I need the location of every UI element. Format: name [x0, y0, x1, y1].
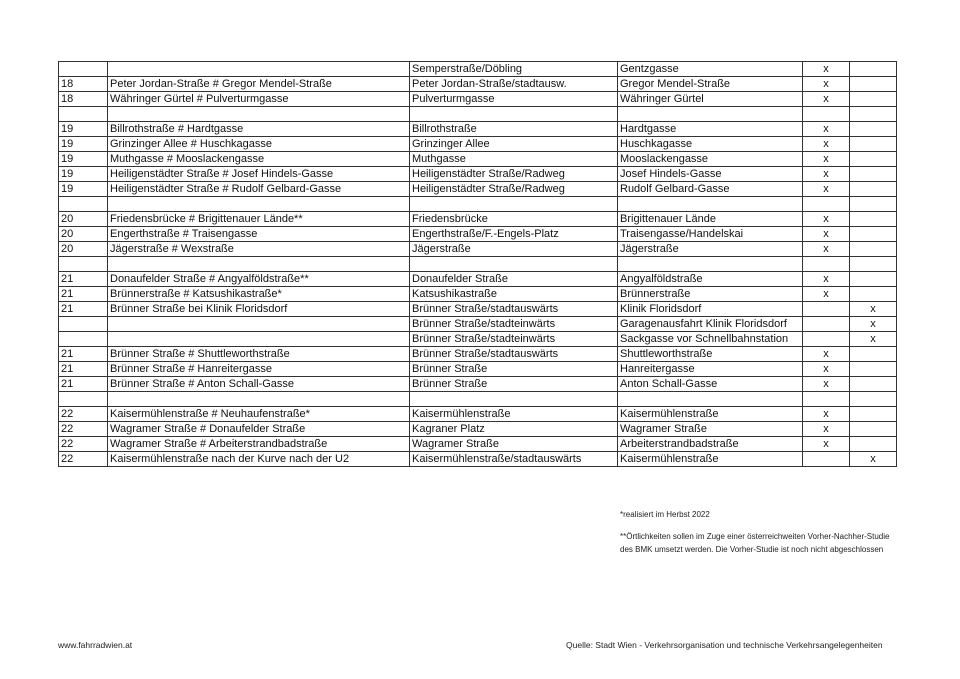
mark-col2-cell: [850, 212, 897, 227]
table-row: [59, 62, 897, 77]
mark-col2-cell: [850, 347, 897, 362]
mark-col1-cell: x: [803, 227, 850, 242]
mark-col2-cell: x: [850, 452, 897, 467]
table-row: [59, 257, 897, 272]
mark-col1-cell: [803, 257, 850, 272]
intersection-cell: Brünner Straße # Anton Schall-Gasse: [108, 377, 410, 392]
mark-col2-cell: [850, 377, 897, 392]
district-cell: 19: [59, 137, 108, 152]
street-cell: [410, 392, 618, 407]
cross-street-cell: Brünnerstraße: [618, 287, 803, 302]
cross-street-cell: Hanreitergasse: [618, 362, 803, 377]
table-row: [59, 212, 897, 227]
cross-street-cell: Traisengasse/Handelskai: [618, 227, 803, 242]
street-cell: Semperstraße/Döbling: [410, 62, 618, 77]
mark-col1-cell: x: [803, 422, 850, 437]
table-row: [59, 377, 897, 392]
cross-street-cell: Arbeiterstrandbadstraße: [618, 437, 803, 452]
district-cell: 18: [59, 77, 108, 92]
cross-street-cell: Shuttleworthstraße: [618, 347, 803, 362]
mark-col2-cell: [850, 182, 897, 197]
district-cell: 21: [59, 287, 108, 302]
street-cell: Brünner Straße/stadtauswärts: [410, 347, 618, 362]
cross-street-cell: [618, 197, 803, 212]
mark-col2-cell: [850, 392, 897, 407]
street-cell: [410, 257, 618, 272]
intersection-cell: Brünner Straße bei Klinik Floridsdorf: [108, 302, 410, 317]
cross-street-cell: Brigittenauer Lände: [618, 212, 803, 227]
intersection-cell: Friedensbrücke # Brigittenauer Lände**: [108, 212, 410, 227]
table-row: [59, 137, 897, 152]
mark-col1-cell: x: [803, 182, 850, 197]
intersection-cell: [108, 317, 410, 332]
cross-street-cell: Josef Hindels-Gasse: [618, 167, 803, 182]
mark-col1-cell: x: [803, 77, 850, 92]
district-cell: 21: [59, 347, 108, 362]
intersection-cell: Kaisermühlenstraße # Neuhaufenstraße*: [108, 407, 410, 422]
intersection-cell: Jägerstraße # Wexstraße: [108, 242, 410, 257]
mark-col1-cell: [803, 452, 850, 467]
district-cell: 21: [59, 362, 108, 377]
district-cell: 19: [59, 167, 108, 182]
district-cell: 19: [59, 182, 108, 197]
street-cell: Kagraner Platz: [410, 422, 618, 437]
mark-col1-cell: [803, 302, 850, 317]
mark-col1-cell: x: [803, 242, 850, 257]
cross-street-cell: Huschkagasse: [618, 137, 803, 152]
mark-col1-cell: [803, 317, 850, 332]
table-row: [59, 362, 897, 377]
intersection-cell: Heiligenstädter Straße # Rudolf Gelbard-Gasse: [108, 182, 410, 197]
cross-street-cell: [618, 257, 803, 272]
intersection-cell: Brünnerstraße # Katsushikastraße*: [108, 287, 410, 302]
intersection-cell: [108, 197, 410, 212]
mark-col1-cell: x: [803, 167, 850, 182]
mark-col2-cell: [850, 92, 897, 107]
table-row: [59, 332, 897, 347]
mark-col1-cell: x: [803, 212, 850, 227]
mark-col1-cell: x: [803, 62, 850, 77]
mark-col1-cell: x: [803, 362, 850, 377]
footnote-realized: *realisiert im Herbst 2022: [620, 510, 710, 519]
street-cell: Kaisermühlenstraße: [410, 407, 618, 422]
cross-street-cell: Hardtgasse: [618, 122, 803, 137]
street-cell: Donaufelder Straße: [410, 272, 618, 287]
mark-col2-cell: [850, 287, 897, 302]
district-cell: 21: [59, 302, 108, 317]
table-row: [59, 152, 897, 167]
intersection-cell: [108, 62, 410, 77]
mark-col2-cell: [850, 242, 897, 257]
district-cell: 21: [59, 377, 108, 392]
cross-street-cell: Wagramer Straße: [618, 422, 803, 437]
mark-col2-cell: [850, 362, 897, 377]
mark-col2-cell: [850, 77, 897, 92]
cross-street-cell: Sackgasse vor Schnellbahnstation: [618, 332, 803, 347]
source-note: Quelle: Stadt Wien - Verkehrsorganisation und technische Verkehrsangelegenheiten: [566, 640, 883, 650]
cross-street-cell: Angyalföldstraße: [618, 272, 803, 287]
street-cell: Brünner Straße/stadteinwärts: [410, 332, 618, 347]
intersection-cell: Währinger Gürtel # Pulverturmgasse: [108, 92, 410, 107]
table-row: [59, 437, 897, 452]
mark-col2-cell: [850, 107, 897, 122]
street-cell: Katsushikastraße: [410, 287, 618, 302]
intersection-cell: Muthgasse # Mooslackengasse: [108, 152, 410, 167]
district-cell: 20: [59, 242, 108, 257]
cross-street-cell: Rudolf Gelbard-Gasse: [618, 182, 803, 197]
district-cell: 19: [59, 152, 108, 167]
district-cell: [59, 392, 108, 407]
mark-col2-cell: [850, 167, 897, 182]
mark-col1-cell: [803, 107, 850, 122]
cross-street-cell: Kaisermühlenstraße: [618, 407, 803, 422]
mark-col1-cell: x: [803, 152, 850, 167]
table-row: [59, 122, 897, 137]
intersection-cell: Grinzinger Allee # Huschkagasse: [108, 137, 410, 152]
cross-street-cell: Gentzgasse: [618, 62, 803, 77]
mark-col1-cell: x: [803, 347, 850, 362]
mark-col2-cell: [850, 197, 897, 212]
footnote-study: **Örtlichkeiten sollen im Zuge einer österreichweiten Vorher-Nachher-Studie des BMK umsetzt werden. Die Vorher-Studie ist noch nicht abgeschlossen: [620, 532, 890, 554]
mark-col2-cell: [850, 437, 897, 452]
table-row: [59, 317, 897, 332]
cross-street-cell: Mooslackengasse: [618, 152, 803, 167]
mark-col1-cell: x: [803, 437, 850, 452]
table-row: [59, 227, 897, 242]
street-cell: Muthgasse: [410, 152, 618, 167]
district-cell: [59, 317, 108, 332]
street-cell: Grinzinger Allee: [410, 137, 618, 152]
intersection-cell: Peter Jordan-Straße # Gregor Mendel-Straße: [108, 77, 410, 92]
mark-col1-cell: x: [803, 272, 850, 287]
cross-street-cell: Jägerstraße: [618, 242, 803, 257]
cross-street-cell: Garagenausfahrt Klinik Floridsdorf: [618, 317, 803, 332]
mark-col1-cell: x: [803, 407, 850, 422]
mark-col2-cell: [850, 407, 897, 422]
street-cell: Heiligenstädter Straße/Radweg: [410, 182, 618, 197]
mark-col2-cell: [850, 422, 897, 437]
intersection-cell: Wagramer Straße # Donaufelder Straße: [108, 422, 410, 437]
table-row: [59, 452, 897, 467]
district-cell: [59, 257, 108, 272]
mark-col2-cell: [850, 122, 897, 137]
mark-col1-cell: [803, 197, 850, 212]
street-cell: Engerthstraße/F.-Engels-Platz: [410, 227, 618, 242]
street-cell: Kaisermühlenstraße/stadtauswärts: [410, 452, 618, 467]
table-row: [59, 302, 897, 317]
cross-street-cell: Kaisermühlenstraße: [618, 452, 803, 467]
website-link[interactable]: www.fahrradwien.at: [58, 640, 133, 650]
mark-col2-cell: [850, 137, 897, 152]
street-cell: Wagramer Straße: [410, 437, 618, 452]
district-cell: 22: [59, 422, 108, 437]
table-row: [59, 287, 897, 302]
district-cell: 20: [59, 227, 108, 242]
mark-col2-cell: [850, 152, 897, 167]
intersection-cell: [108, 257, 410, 272]
mark-col2-cell: [850, 257, 897, 272]
intersection-cell: Billrothstraße # Hardtgasse: [108, 122, 410, 137]
cross-street-cell: Gregor Mendel-Straße: [618, 77, 803, 92]
intersection-cell: [108, 107, 410, 122]
street-cell: Brünner Straße/stadteinwärts: [410, 317, 618, 332]
mark-col2-cell: [850, 62, 897, 77]
table-row: [59, 92, 897, 107]
table-row: [59, 272, 897, 287]
cross-street-cell: [618, 107, 803, 122]
street-cell: [410, 197, 618, 212]
district-cell: [59, 107, 108, 122]
mark-col2-cell: x: [850, 302, 897, 317]
table-row: [59, 107, 897, 122]
street-cell: [410, 107, 618, 122]
mark-col1-cell: x: [803, 122, 850, 137]
mark-col1-cell: x: [803, 92, 850, 107]
intersection-cell: Wagramer Straße # Arbeiterstrandbadstraße: [108, 437, 410, 452]
mark-col2-cell: [850, 272, 897, 287]
intersection-cell: Heiligenstädter Straße # Josef Hindels-Gasse: [108, 167, 410, 182]
mark-col1-cell: x: [803, 377, 850, 392]
mark-col1-cell: [803, 332, 850, 347]
district-cell: 19: [59, 122, 108, 137]
table-row: [59, 182, 897, 197]
district-cell: 20: [59, 212, 108, 227]
district-cell: [59, 62, 108, 77]
cross-street-cell: Währinger Gürtel: [618, 92, 803, 107]
cross-street-cell: Klinik Floridsdorf: [618, 302, 803, 317]
table-row: [59, 422, 897, 437]
intersection-cell: [108, 332, 410, 347]
mark-col2-cell: x: [850, 332, 897, 347]
district-cell: [59, 197, 108, 212]
mark-col1-cell: x: [803, 137, 850, 152]
district-cell: 22: [59, 407, 108, 422]
mark-col1-cell: x: [803, 287, 850, 302]
cross-street-cell: Anton Schall-Gasse: [618, 377, 803, 392]
intersection-cell: Brünner Straße # Shuttleworthstraße: [108, 347, 410, 362]
intersections-table: [58, 61, 897, 467]
street-cell: Brünner Straße: [410, 377, 618, 392]
district-cell: [59, 332, 108, 347]
street-cell: Friedensbrücke: [410, 212, 618, 227]
district-cell: 22: [59, 452, 108, 467]
mark-col2-cell: x: [850, 317, 897, 332]
district-cell: 21: [59, 272, 108, 287]
street-cell: Pulverturmgasse: [410, 92, 618, 107]
district-cell: 22: [59, 437, 108, 452]
street-cell: Brünner Straße: [410, 362, 618, 377]
intersection-cell: Engerthstraße # Traisengasse: [108, 227, 410, 242]
street-cell: Peter Jordan-Straße/stadtausw.: [410, 77, 618, 92]
table-row: [59, 167, 897, 182]
district-cell: 18: [59, 92, 108, 107]
street-cell: Brünner Straße/stadtauswärts: [410, 302, 618, 317]
intersection-cell: Donaufelder Straße # Angyalföldstraße**: [108, 272, 410, 287]
table-row: [59, 77, 897, 92]
intersection-cell: [108, 392, 410, 407]
intersection-cell: Brünner Straße # Hanreitergasse: [108, 362, 410, 377]
table-row: [59, 392, 897, 407]
table-row: [59, 242, 897, 257]
table-row: [59, 347, 897, 362]
table-row: [59, 197, 897, 212]
mark-col2-cell: [850, 227, 897, 242]
street-cell: Heiligenstädter Straße/Radweg: [410, 167, 618, 182]
intersection-cell: Kaisermühlenstraße nach der Kurve nach der U2: [108, 452, 410, 467]
cross-street-cell: [618, 392, 803, 407]
table-body: [59, 62, 897, 467]
table-row: [59, 407, 897, 422]
street-cell: Jägerstraße: [410, 242, 618, 257]
mark-col1-cell: [803, 392, 850, 407]
street-cell: Billrothstraße: [410, 122, 618, 137]
